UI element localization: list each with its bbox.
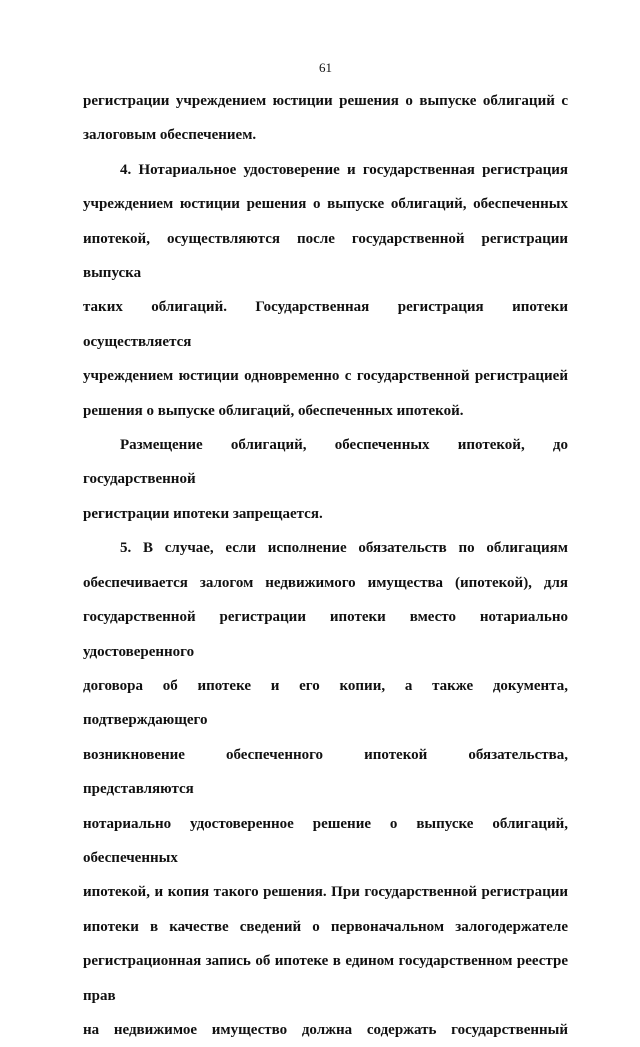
text-line: возникновение обеспеченного ипотекой обязательства, представляются bbox=[83, 746, 568, 798]
text-line: договора об ипотеке и его копии, а также документа, подтверждающего bbox=[83, 677, 568, 729]
text-line: 4. Нотариальное удостоверение и государственная регистрация bbox=[120, 161, 568, 178]
text-line: регистрационная запись об ипотеке в едином государственном реестре прав bbox=[83, 953, 568, 1004]
text-line: ипотекой, и копия такого решения. При государственной регистрации bbox=[83, 884, 568, 901]
text-line: на недвижимое имущество должна содержать государственный bbox=[83, 1021, 568, 1038]
text-line: решения о выпуске облигаций, обеспеченных ипотекой. bbox=[83, 402, 464, 419]
text-line: регистрации учреждением юстиции решения о выпуске облигаций с bbox=[83, 93, 568, 109]
text-line: залоговым обеспечением. bbox=[83, 127, 257, 144]
text-line: ипотеки в качестве сведений о первоначальном залогодержателе bbox=[83, 918, 568, 935]
page-number: 61 bbox=[319, 60, 332, 75]
text-line: таких облигаций. Государственная регистрация ипотеки осуществляется bbox=[83, 299, 568, 350]
text-line: нотариально удостоверенное решение о выпуске облигаций, обеспеченных bbox=[83, 815, 568, 866]
text-line: учреждением юстиции решения о выпуске облигаций, обеспеченных bbox=[83, 196, 568, 213]
text-line: 5. В случае, если исполнение обязательств по облигациям bbox=[120, 540, 568, 557]
text-line: Размещение облигаций, обеспеченных ипотекой, до государственной bbox=[83, 437, 568, 488]
text-line: ипотекой, осуществляются после государственной регистрации выпуска bbox=[83, 230, 568, 282]
document-body bbox=[83, 84, 568, 1047]
text-line: обеспечивается залогом недвижимого имущества (ипотекой), для bbox=[83, 574, 568, 591]
text-line: учреждением юстиции одновременно с государственной регистрацией bbox=[83, 368, 568, 385]
text-line: государственной регистрации ипотеки вместо нотариально удостоверенного bbox=[83, 609, 568, 660]
text-line: регистрации ипотеки запрещается. bbox=[83, 505, 323, 522]
